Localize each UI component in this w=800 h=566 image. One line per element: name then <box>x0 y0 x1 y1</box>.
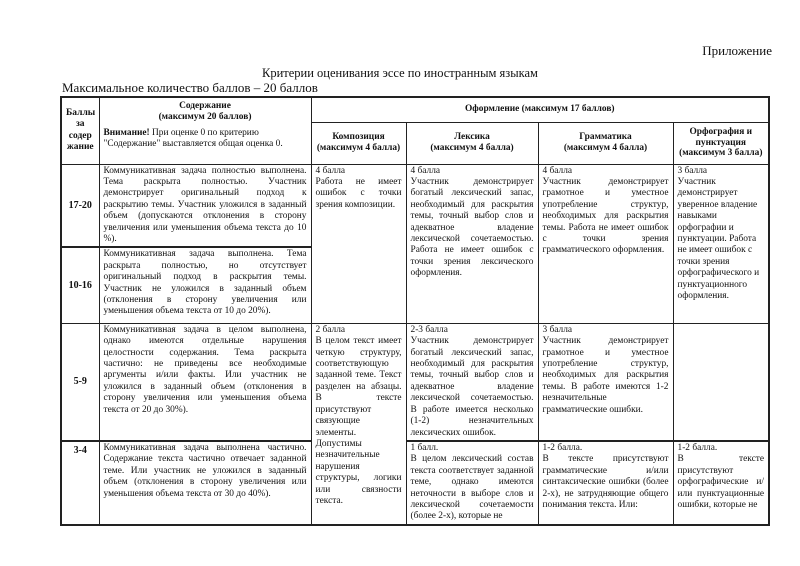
score-cell: 5-9 <box>61 323 99 441</box>
spelling-cell <box>673 323 769 441</box>
score-cell: 17-20 <box>61 164 99 247</box>
design-column-header: Оформление (максимум 17 баллов) <box>311 97 769 122</box>
criteria-table <box>60 96 770 526</box>
appendix-label: Приложение <box>702 43 772 58</box>
score-column-header: Баллы за содер жание <box>61 97 99 164</box>
content-header-title: Содержание <box>179 101 231 111</box>
composition-header: Композиция (максимум 4 балла) <box>311 122 406 164</box>
lexis-header: Лексика (максимум 4 балла) <box>406 122 538 164</box>
score-cell: 3-4 <box>61 441 99 525</box>
content-column-header <box>99 97 311 164</box>
max-score-subtitle: Максимальное количество баллов – 20 баллов <box>62 80 318 95</box>
attention-label: Внимание! <box>103 127 150 138</box>
content-cell: Коммуникативная задача полностью выполнена. Тема раскрыта полностью. Участник демонстрирует оригинальный подход к раскрытию темы. Участник уложился в заданный объем (допускаются отклонения в сторону увеличения или уменьшения объема текста до 10 %). <box>99 164 311 247</box>
content-cell: Коммуникативная задача в целом выполнена, однако имеются отдельные нарушения целостности содержания. Тема раскрыта частично: не приведены все необходимые аргументы и/или факты. Или участник не уложился в заданный объем (отклонения в сторону увеличения или уменьшения объема текста от 20 до 30%). <box>99 323 311 441</box>
content-header-note <box>104 128 307 151</box>
document-title: Критерии оценивания эссе по иностранным языкам <box>262 66 538 80</box>
grammar-cell: 4 балла Участник демонстрирует грамотное и уместное употребление структур, необходимых для раскрытия темы. Работа не имеет ошибок с точки зрения грамматического оформления. <box>538 164 673 323</box>
lexis-cell: 1 балл. В целом лексический состав текста соответствует заданной теме, однако имеются неточности в выборе слов и лексической сочетаемости (более 2-х), которые не <box>406 441 538 525</box>
table-row <box>61 441 769 525</box>
composition-cell: 4 балла Работа не имеет ошибок с точки зрения композиции. <box>311 164 406 323</box>
content-cell: Коммуникативная задача выполнена. Тема раскрыта полностью, но отсутствует оригинальный подход в раскрытия темы. Участник не уложился в заданный объем (отклонения в сторону увеличения или уменьшения объема текста от 10 до 20%). <box>99 247 311 323</box>
spelling-header: Орфография и пунктуация (максимум 3 балла) <box>673 122 769 164</box>
table-row <box>61 164 769 247</box>
grammar-cell: 3 балла Участник демонстрирует грамотное и уместное употребление структур, необходимых для раскрытия темы. В работе имеются 1-2 незначительные грамматические ошибки. <box>538 323 673 441</box>
score-cell: 10-16 <box>61 247 99 323</box>
lexis-cell: 4 балла Участник демонстрирует богатый лексический запас, необходимый для раскрытия темы, точный выбор слов и адекватное владение лексической сочетаемостью. Работа не имеет ошибок с точки зрения лексического оформления. <box>406 164 538 323</box>
attention-text: При оценке 0 по критерию "Содержание" выставляется общая оценка 0. <box>103 127 283 150</box>
spelling-cell: 3 балла Участник демонстрирует уверенное владение навыками орфографии и пунктуации. Работа не имеет ошибок с точки зрения орфографического и пунктуационного оформления. <box>673 164 769 323</box>
header-row-1 <box>61 97 769 122</box>
lexis-cell: 2-3 балла Участник демонстрирует богатый лексический запас, необходимый для раскрытия темы, точный выбор слов и адекватное владение лексической сочетаемостью. В работе имеется несколько (1-2) незначительных лексических ошибок. <box>406 323 538 441</box>
content-header-max: (максимум 20 баллов) <box>158 112 252 123</box>
grammar-cell: 1-2 балла. В тексте присутствуют грамматические и/или синтаксические ошибки (более 2-х), не затрудняющие общего понимания текста. Или: <box>538 441 673 525</box>
composition-cell: 2 балла В целом текст имеет четкую структуру, соответствующую заданной теме. Текст разделен на абзацы. В тексте присутствуют связующие элементы. Допустимы незначительные нарушения структуры, логики или связности текста. <box>311 323 406 524</box>
spelling-cell: 1-2 балла. В тексте присутствуют орфографические и/или пунктуационные ошибки, которые не <box>673 441 769 525</box>
content-cell: Коммуникативная задача выполнена частично. Содержание текста частично отвечает заданной теме. Или участник не уложился в заданный объем (отклонения в сторону увеличения или уменьшения объема текста от 30 до 40%). <box>99 441 311 525</box>
table-row <box>61 323 769 441</box>
grammar-header: Грамматика (максимум 4 балла) <box>538 122 673 164</box>
